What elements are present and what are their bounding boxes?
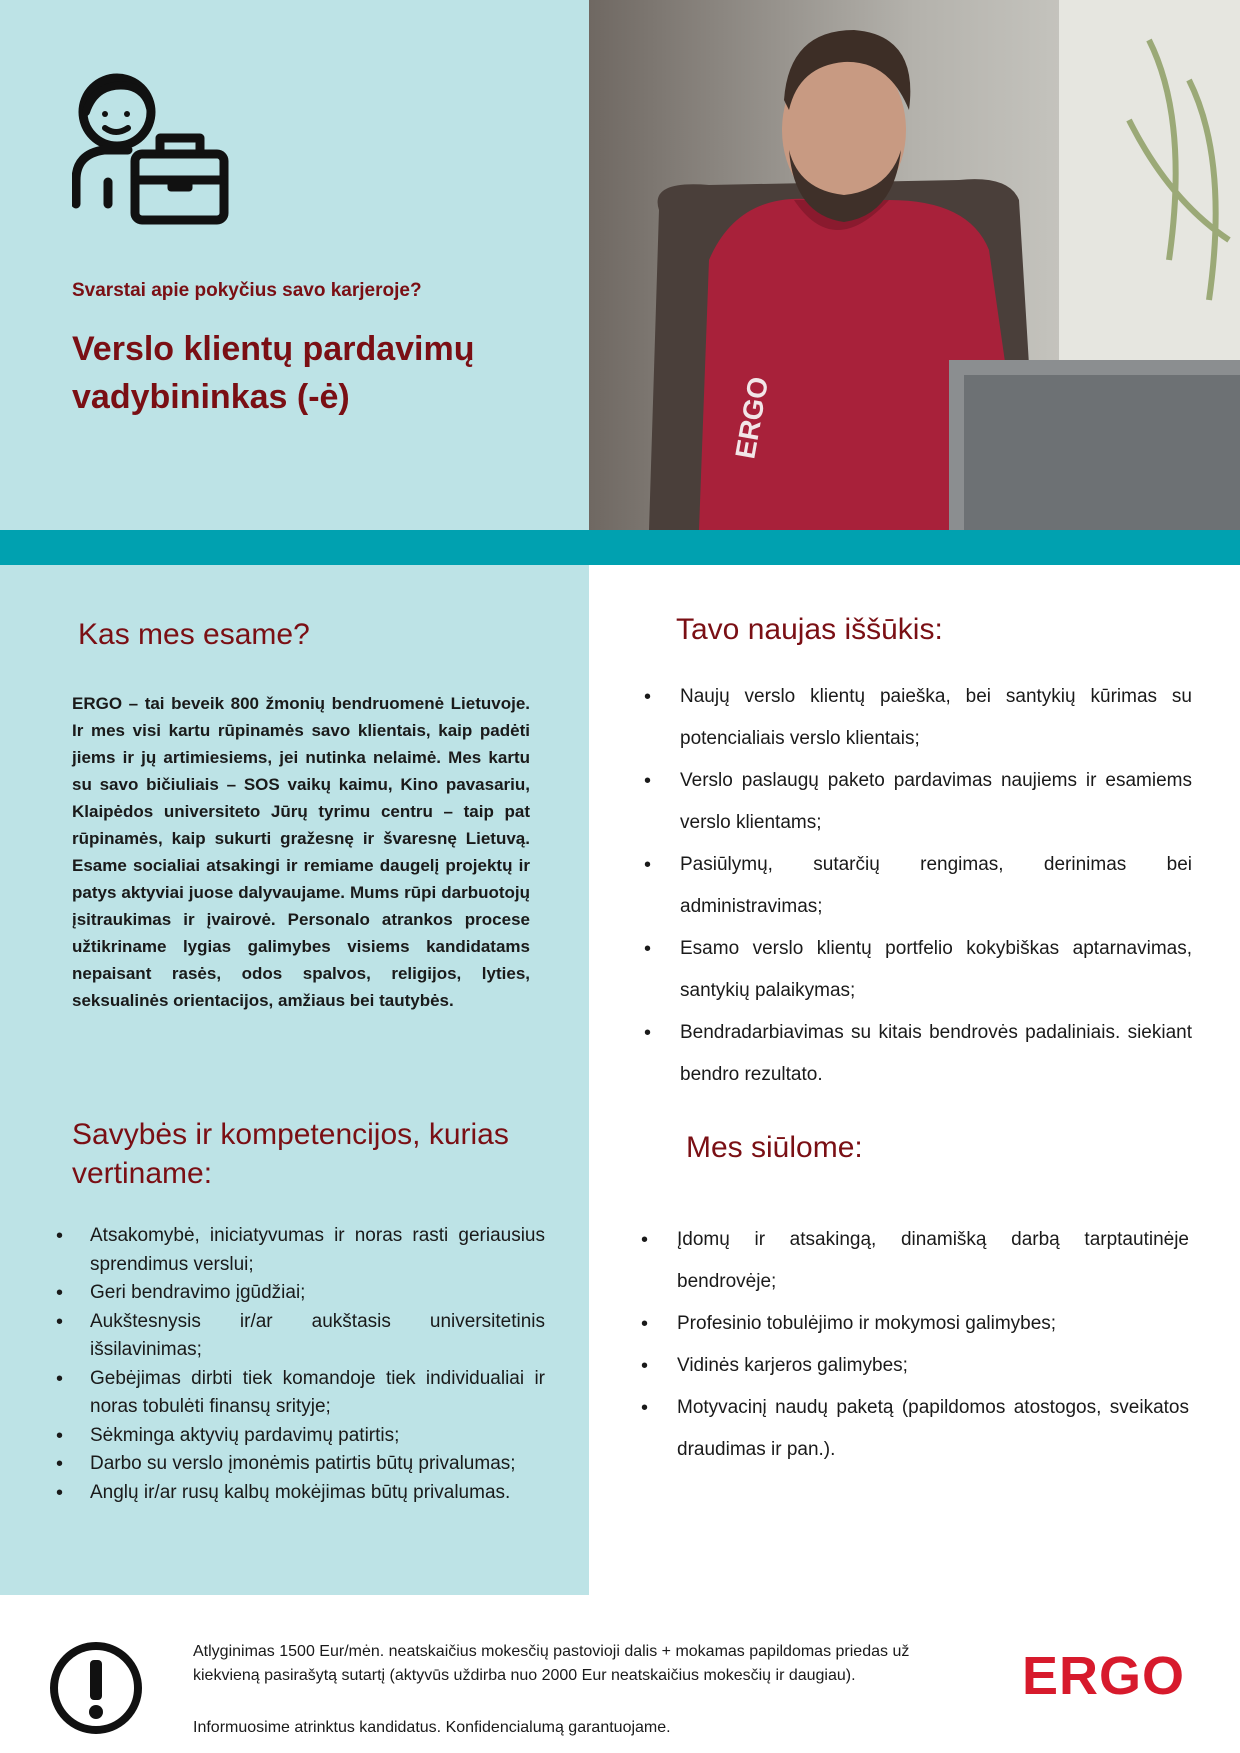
- list-item: • Vidinės karjeros galimybes;: [637, 1345, 1189, 1387]
- list-item: • Atsakomybė, iniciatyvumas ir noras rasti geriausius sprendimus verslui;: [50, 1222, 545, 1279]
- list-item: • Profesinio tobulėjimo ir mokymosi galimybes;: [637, 1303, 1189, 1345]
- skills-list: [50, 1222, 545, 1507]
- person-with-briefcase-icon: [72, 72, 232, 227]
- job-title: Verslo klientų pardavimų vadybininkas (-ė): [72, 330, 475, 416]
- list-item: • Įdomų ir atsakingą, dinamišką darbą tarptautinėje bendrovėje;: [637, 1219, 1189, 1303]
- notice-text: Informuosime atrinktus kandidatus. Konfidencialumą garantuojame.: [193, 1719, 671, 1736]
- list-item: • Geri bendravimo įgūdžiai;: [50, 1279, 545, 1308]
- list-item: • Bendradarbiavimas su kitais bendrovės padaliniais. siekiant bendro rezultato.: [640, 1012, 1192, 1096]
- list-item: • Sėkminga aktyvių pardavimų patirtis;: [50, 1422, 545, 1451]
- list-item: • Anglų ir/ar rusų kalbų mokėjimas būtų privalumas.: [50, 1479, 545, 1508]
- list-item: • Motyvacinį naudų paketą (papildomos atostogos, sveikatos draudimas ir pan.).: [637, 1387, 1189, 1471]
- list-item: • Darbo su verslo įmonėmis patirtis būtų privalumas;: [50, 1450, 545, 1479]
- exclamation-circle-icon: [48, 1640, 144, 1736]
- salary-text: Atlyginimas 1500 Eur/mėn. neatskaičius mokesčių pastovioji dalis + mokamas papildomas priedas už kiekvieną pasirašytą sutartį (aktyvūs uždirba nuo 2000 Eur neatskaičius mokesčių ir daugiau).: [193, 1643, 910, 1684]
- list-item: • Gebėjimas dirbti tiek komandoje tiek individualiai ir noras tobulėti finansų srityje;: [50, 1365, 545, 1422]
- offer-heading: Mes siūlome:: [686, 1131, 863, 1164]
- who-heading: Kas mes esame?: [78, 618, 310, 651]
- list-item: • Esamo verslo klientų portfelio kokybiškas aptarnavimas, santykių palaikymas;: [640, 928, 1192, 1012]
- list-item: • Verslo paslaugų paketo pardavimas naujiems ir esamiems verslo klientams;: [640, 760, 1192, 844]
- list-item: • Aukštesnysis ir/ar aukštasis universitetinis išsilavinimas;: [50, 1308, 545, 1365]
- ergo-logo: ERGO: [1022, 1646, 1186, 1706]
- divider-band: [0, 530, 1240, 565]
- who-text: ERGO – tai beveik 800 žmonių bendruomenė Lietuvoje. Ir mes visi kartu rūpinamės savo klientais, kaip padėti jiems ir jų artimiesiems, jei nutinka nelaimė. Mes kartu su savo bičiuliais – SOS vaikų kaimu, Kino pavasariu, Klaipėdos universiteto Jūrų tyrimu centru – taip pat rūpinamės, kaip sukurti gražesnę ir švaresnę Lietuvą. Esame socialiai atsakingi ir remiame daugelį projektų ir patys aktyviai juose dalyvaujame. Mums rūpi darbuotojų įsitraukimas ir įvairovė. Personalo atrankos procese užtikriname lygias galimybes visiems kandidatams nepaisant rasės, odos spalvos, religijos, lyties, seksualinės orientacijos, amžiaus bei tautybės.: [72, 694, 530, 1010]
- skills-heading: Savybės ir kompetencijos, kurias vertiname:: [72, 1118, 509, 1190]
- list-item: • Pasiūlymų, sutarčių rengimas, derinimas bei administravimas;: [640, 844, 1192, 928]
- offer-list: [637, 1219, 1189, 1471]
- list-item: • Naujų verslo klientų paieška, bei santykių kūrimas su potencialiais verslo klientais;: [640, 676, 1192, 760]
- hero-kicker: Svarstai apie pokyčius savo karjeroje?: [72, 280, 422, 301]
- hoodie-logo-text: ERGO: [729, 374, 775, 462]
- challenge-list: [640, 676, 1192, 1096]
- challenge-heading: Tavo naujas iššūkis:: [676, 613, 943, 646]
- hero-photo: [589, 0, 1240, 530]
